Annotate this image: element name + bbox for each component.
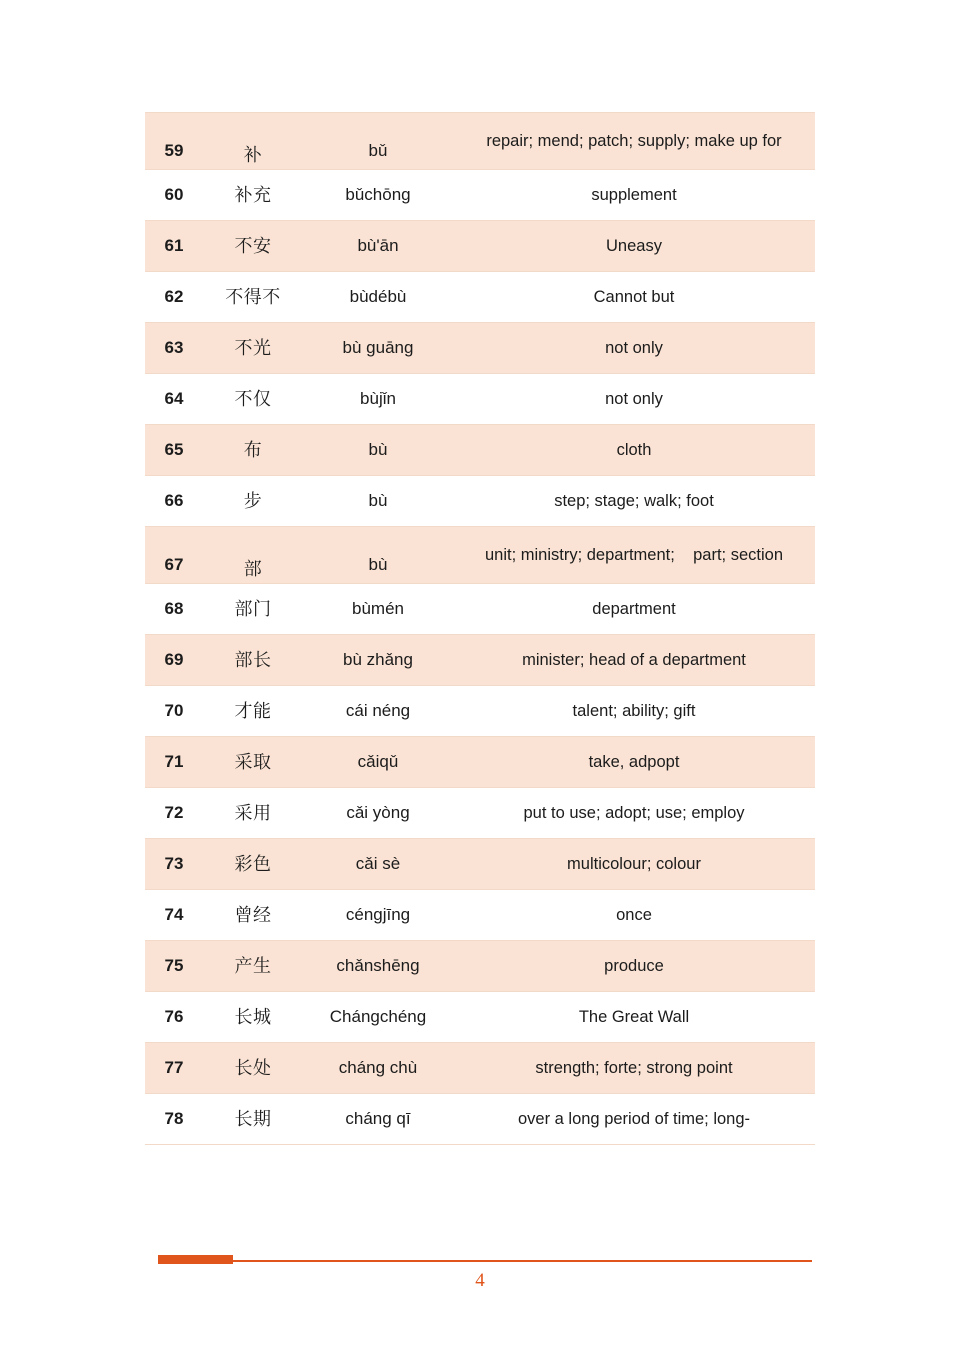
row-number: 65 xyxy=(164,440,184,459)
row-english: repair; mend; patch; supply; make up for xyxy=(486,131,782,150)
footer-rule xyxy=(158,1260,812,1262)
table-row xyxy=(145,839,815,890)
page-footer xyxy=(0,1252,960,1312)
row-pinyin: Chángchéng xyxy=(329,1007,427,1026)
table-row xyxy=(145,527,815,584)
table-row xyxy=(145,170,815,221)
row-hanzi: 采用 xyxy=(234,803,272,823)
table-row xyxy=(145,737,815,788)
row-number: 73 xyxy=(164,854,184,873)
row-pinyin xyxy=(303,527,453,584)
row-hanzi: 不得不 xyxy=(225,287,281,307)
row-hanzi: 不仅 xyxy=(234,389,272,409)
row-english: not only xyxy=(605,339,663,357)
row-pinyin: bùdébù xyxy=(349,287,407,306)
table-row xyxy=(145,788,815,839)
row-number: 64 xyxy=(164,389,184,408)
row-pinyin: bù xyxy=(368,491,388,510)
row-number: 74 xyxy=(164,905,184,924)
row-pinyin: bùmén xyxy=(352,599,404,618)
row-english: cloth xyxy=(616,441,652,459)
row-pinyin: céngjīng xyxy=(345,905,411,924)
row-pinyin: cǎiqǔ xyxy=(357,752,399,771)
row-number: 70 xyxy=(164,701,184,720)
page-number: 4 xyxy=(475,1270,485,1291)
row-pinyin: bù guāng xyxy=(342,338,414,357)
row-english: step; stage; walk; foot xyxy=(554,492,714,510)
table-row xyxy=(145,584,815,635)
row-english: Cannot but xyxy=(593,288,675,306)
row-hanzi: 不光 xyxy=(234,338,272,358)
row-hanzi xyxy=(203,113,303,170)
row-pinyin-text: bù xyxy=(368,555,388,574)
row-pinyin xyxy=(303,113,453,170)
row-number: 77 xyxy=(164,1058,184,1077)
table-row xyxy=(145,476,815,527)
row-hanzi: 彩色 xyxy=(234,854,272,874)
row-number: 62 xyxy=(164,287,184,306)
table-row xyxy=(145,221,815,272)
row-number-text: 59 xyxy=(164,141,184,160)
row-english: multicolour; colour xyxy=(567,855,701,873)
table-row xyxy=(145,635,815,686)
table-row xyxy=(145,113,815,170)
row-hanzi: 长城 xyxy=(234,1007,272,1027)
row-english: produce xyxy=(604,957,664,975)
table-row xyxy=(145,992,815,1043)
table-row xyxy=(145,941,815,992)
row-english: over a long period of time; long- xyxy=(517,1110,751,1128)
row-english: Uneasy xyxy=(606,237,662,255)
row-english: unit; ministry; department; part; section xyxy=(484,545,784,564)
row-hanzi: 长处 xyxy=(234,1058,272,1078)
row-hanzi: 部门 xyxy=(234,599,272,619)
row-number: 61 xyxy=(164,236,184,255)
row-pinyin: cháng qī xyxy=(345,1109,411,1128)
row-number: 60 xyxy=(164,185,184,204)
row-number: 71 xyxy=(164,752,184,771)
row-english: talent; ability; gift xyxy=(572,702,696,720)
row-english: take, adpopt xyxy=(588,753,680,771)
row-english: put to use; adopt; use; employ xyxy=(523,804,745,822)
row-number: 78 xyxy=(164,1109,184,1128)
table-row xyxy=(145,686,815,737)
row-english: once xyxy=(616,906,652,924)
row-pinyin: bù zhǎng xyxy=(343,650,413,669)
row-hanzi: 步 xyxy=(243,491,263,511)
row-english: The Great Wall xyxy=(578,1008,690,1026)
footer-accent-tab xyxy=(158,1255,233,1264)
row-hanzi-text: 补 xyxy=(243,145,263,165)
row-hanzi: 部长 xyxy=(234,650,272,670)
row-hanzi: 产生 xyxy=(234,956,272,976)
row-number: 66 xyxy=(164,491,184,510)
vocabulary-table-body xyxy=(145,113,815,1145)
row-hanzi: 布 xyxy=(243,440,263,460)
table-row xyxy=(145,1094,815,1145)
row-hanzi xyxy=(203,527,303,584)
row-english: not only xyxy=(605,390,663,408)
row-number: 69 xyxy=(164,650,184,669)
row-number: 63 xyxy=(164,338,184,357)
row-number xyxy=(145,113,203,170)
table-row xyxy=(145,272,815,323)
row-hanzi-text: 部 xyxy=(243,559,263,579)
table-row xyxy=(145,425,815,476)
row-hanzi: 才能 xyxy=(234,701,272,721)
row-pinyin: cǎi sè xyxy=(355,854,401,873)
row-hanzi: 采取 xyxy=(234,752,272,772)
row-hanzi: 长期 xyxy=(234,1109,272,1129)
row-english: minister; head of a department xyxy=(522,651,746,669)
row-number: 72 xyxy=(164,803,184,822)
table-row xyxy=(145,374,815,425)
row-pinyin: cái néng xyxy=(345,701,411,720)
row-pinyin: cǎi yòng xyxy=(346,803,410,822)
row-number: 75 xyxy=(164,956,184,975)
vocabulary-table xyxy=(145,112,815,1145)
row-number: 68 xyxy=(164,599,184,618)
row-hanzi: 不安 xyxy=(234,236,272,256)
row-number xyxy=(145,527,203,584)
row-english: strength; forte; strong point xyxy=(535,1059,733,1077)
row-number: 76 xyxy=(164,1007,184,1026)
row-pinyin: bù'ān xyxy=(357,236,399,255)
row-pinyin: bù xyxy=(368,440,388,459)
table-row xyxy=(145,1043,815,1094)
row-hanzi: 补充 xyxy=(234,185,272,205)
row-pinyin-text: bǔ xyxy=(368,141,388,160)
row-english: department xyxy=(592,600,676,618)
row-english: supplement xyxy=(591,186,677,204)
table-row xyxy=(145,323,815,374)
table-row xyxy=(145,890,815,941)
row-hanzi: 曾经 xyxy=(234,905,272,925)
row-pinyin: bǔchōng xyxy=(345,185,411,204)
row-pinyin: cháng chù xyxy=(338,1058,418,1077)
row-number-text: 67 xyxy=(164,555,184,574)
row-pinyin: chǎnshēng xyxy=(336,956,420,975)
row-pinyin: bùjǐn xyxy=(360,389,396,408)
